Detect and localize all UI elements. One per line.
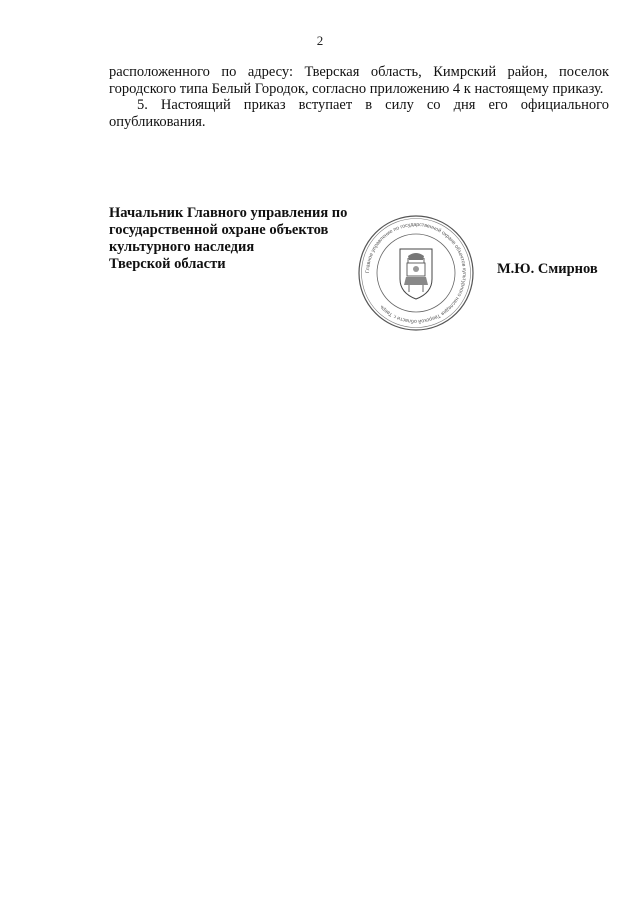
signer-position bbox=[109, 205, 369, 273]
signer-position-line: Тверской области bbox=[109, 256, 226, 272]
page-number: 2 bbox=[316, 33, 324, 48]
paragraph-address bbox=[109, 64, 609, 97]
text-line: городского типа Белый Городок, согласно приложению 4 к настоящему bbox=[109, 80, 549, 97]
coat-of-arms-icon bbox=[400, 249, 432, 299]
paragraph-effective-date bbox=[109, 97, 609, 130]
signer-position-line: государственной охране объектов bbox=[109, 222, 329, 238]
official-seal-stamp bbox=[356, 213, 476, 333]
signer-position-line: культурного наследия bbox=[109, 239, 255, 255]
text-line: расположенного по адресу: Тверская область, Кимрский район, поселок bbox=[109, 64, 609, 80]
signer-position-line: Начальник Главного управления по bbox=[109, 205, 348, 221]
signer-name: М.Ю. Смирнов bbox=[497, 261, 598, 277]
text-line: 5. Настоящий приказ вступает в силу со дня его официального bbox=[137, 97, 609, 113]
order-body-text bbox=[109, 64, 609, 130]
text-line: опубликования. bbox=[109, 113, 206, 130]
seal-text: Главное управление по государственной охране объектов культурного наследия Тверской области г. Тверь bbox=[364, 221, 468, 325]
text-line: приказу. bbox=[552, 80, 604, 97]
